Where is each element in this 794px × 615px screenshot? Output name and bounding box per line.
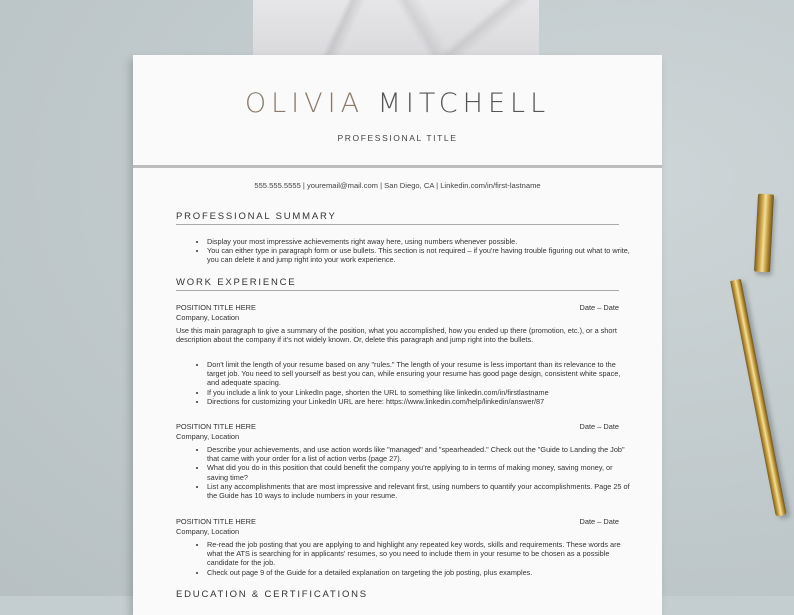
list-item: • Re-read the job posting that you are applying to and highlight any repeated key words, skills and requirements. These words are what the ATS is searching for in applicants' resumes, so you need to include them in your resume to be chosen as a possible candidate for the job. bbox=[207, 540, 632, 568]
job-dates: Date – Date bbox=[579, 422, 619, 431]
last-name: MITCHELL bbox=[377, 88, 551, 119]
resume-page bbox=[133, 55, 662, 615]
list-item: • If you include a link to your LinkedIn page, shorten the URL to something like linkedin.com/in/firstlastname bbox=[207, 388, 632, 397]
job-bullets bbox=[193, 540, 632, 577]
section-heading-experience: WORK EXPERIENCE bbox=[176, 277, 619, 291]
summary-bullets bbox=[193, 237, 632, 265]
list-item: • What did you do in this position that could benefit the company you're applying to in terms of making money, saving money, or saving time? bbox=[207, 463, 632, 481]
header-divider bbox=[133, 165, 662, 168]
job-company: Company, Location bbox=[176, 527, 240, 536]
first-name: OLIVIA bbox=[244, 88, 365, 119]
job-bullets bbox=[193, 445, 632, 500]
job-header bbox=[176, 422, 619, 441]
list-item: • List any accomplishments that are most impressive and relevant first, using numbers to quantify your accomplishments. Page 25 of the Guide has 10 ways to include numbers in your resume. bbox=[207, 482, 632, 500]
job-dates: Date – Date bbox=[579, 517, 619, 526]
job-company: Company, Location bbox=[176, 313, 240, 322]
job-summary-paragraph: Use this main paragraph to give a summary of the position, what you accomplished, how you ended up there (promotion, etc.), or a short description about the company if it's not widely known. Or, delete this paragraph and jump right into the bullets. bbox=[176, 326, 617, 345]
contact-line: 555.555.5555 | youremail@mail.com | San Diego, CA | Linkedin.com/in/first-lastname bbox=[254, 181, 541, 190]
list-item: • Display your most impressive achievements right away here, using numbers whenever possible. bbox=[207, 237, 632, 246]
professional-title: PROFESSIONAL TITLE bbox=[337, 133, 458, 143]
list-item: • You can either type in paragraph form or use bullets. This section is not required – if you're having trouble figuring out what to write, you can delete it and jump right into your work experience. bbox=[207, 246, 632, 264]
job-header bbox=[176, 517, 619, 536]
job-title: POSITION TITLE HERE bbox=[176, 422, 256, 431]
list-item: • Don't limit the length of your resume based on any "rules." The length of your resume is less important than its relevance to the target job. You need to sell yourself as best you can, while ensuring your resume has good page design, consistent white space, and adequate spacing. bbox=[207, 360, 632, 388]
job-title: POSITION TITLE HERE bbox=[176, 517, 256, 526]
job-company: Company, Location bbox=[176, 432, 240, 441]
marble-backdrop bbox=[253, 0, 539, 60]
job-dates: Date – Date bbox=[579, 303, 619, 312]
job-title: POSITION TITLE HERE bbox=[176, 303, 256, 312]
list-item: • Check out page 9 of the Guide for a detailed explanation on targeting the job posting, plus examples. bbox=[207, 568, 632, 577]
candidate-name bbox=[133, 88, 662, 119]
job-header bbox=[176, 303, 619, 322]
section-heading-summary: PROFESSIONAL SUMMARY bbox=[176, 211, 619, 225]
list-item: • Describe your achievements, and use action words like "managed" and "spearheaded." Check out the "Guide to Landing the Job" that came with your order for a list of action verbs (page 27). bbox=[207, 445, 632, 463]
section-heading-education: EDUCATION & CERTIFICATIONS bbox=[176, 589, 368, 600]
list-item: • Directions for customizing your LinkedIn URL are here: https://www.linkedin.com/help/linkedin/answer/87 bbox=[207, 397, 632, 406]
job-bullets bbox=[193, 360, 632, 406]
